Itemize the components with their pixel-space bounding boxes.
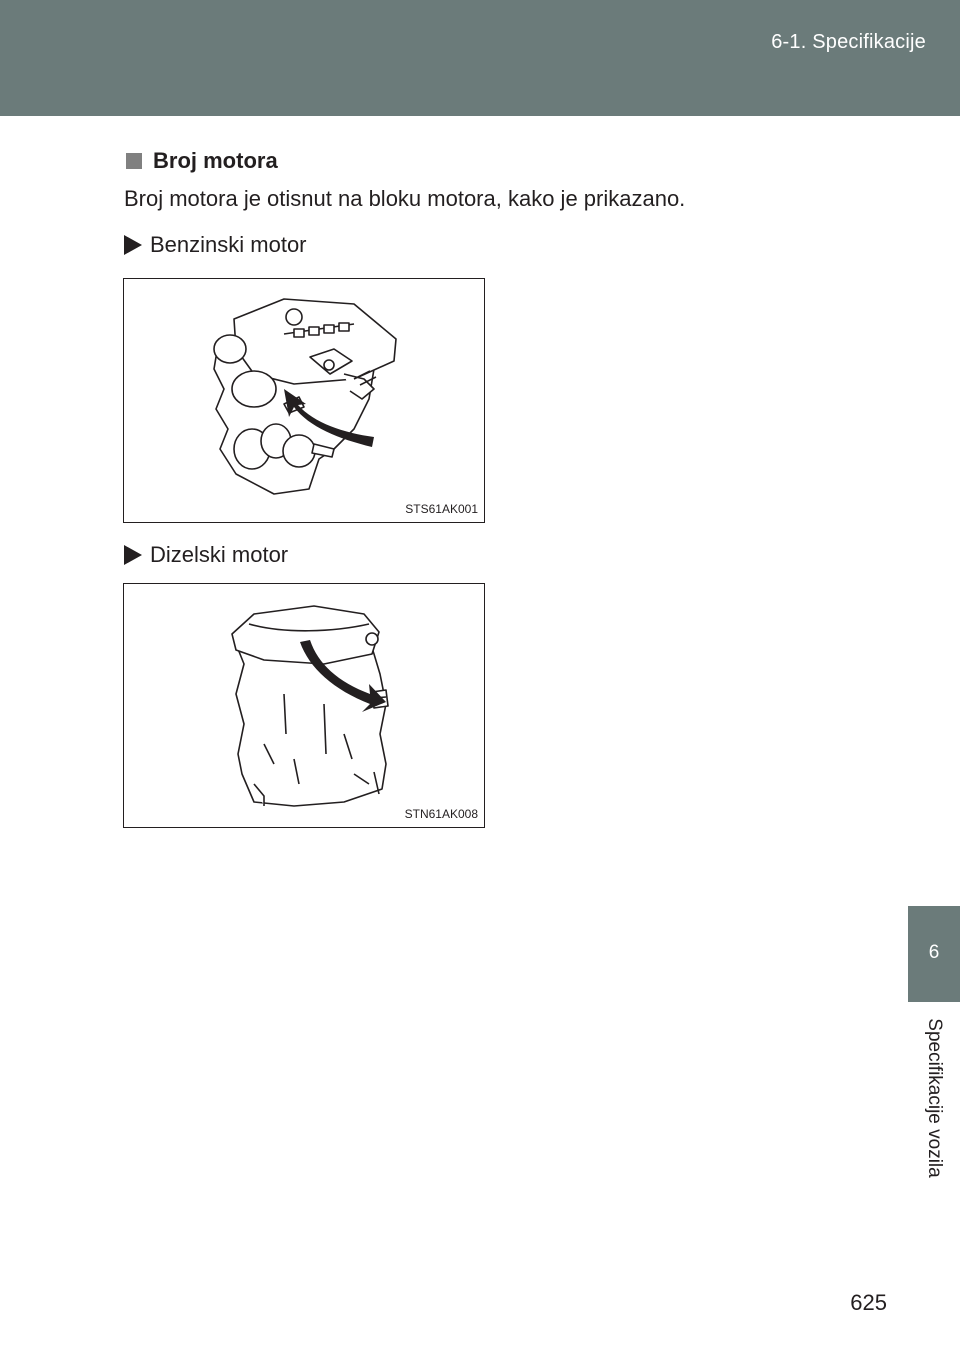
- triangle-right-icon: [124, 235, 142, 255]
- section-title: 6-1. Specifikacije: [771, 31, 926, 53]
- figure-diesel-engine: [123, 583, 485, 828]
- caption-diesel: [124, 542, 288, 568]
- diesel-engine-illustration: [124, 584, 486, 829]
- figure-petrol-engine: [123, 278, 485, 523]
- petrol-engine-illustration: [124, 279, 486, 524]
- heading-text: Broj motora: [153, 148, 278, 173]
- chapter-label: Specifikacije vozila: [924, 1018, 945, 1178]
- square-bullet-icon: [126, 153, 142, 169]
- triangle-right-icon: [124, 545, 142, 565]
- caption-text: Dizelski motor: [150, 542, 289, 567]
- figure-code: STS61AK001: [405, 502, 478, 516]
- caption-petrol: [124, 232, 307, 258]
- caption-text: Benzinski motor: [150, 232, 307, 257]
- intro-paragraph: Broj motora je otisnut na bloku motora, kako je prikazano.: [124, 186, 686, 211]
- chapter-number: 6: [928, 942, 940, 963]
- figure-code: STN61AK008: [404, 807, 478, 821]
- chapter-tab: [908, 906, 960, 1002]
- header-bar: [0, 0, 960, 116]
- page-number: 625: [850, 1290, 887, 1315]
- section-heading: [124, 148, 278, 174]
